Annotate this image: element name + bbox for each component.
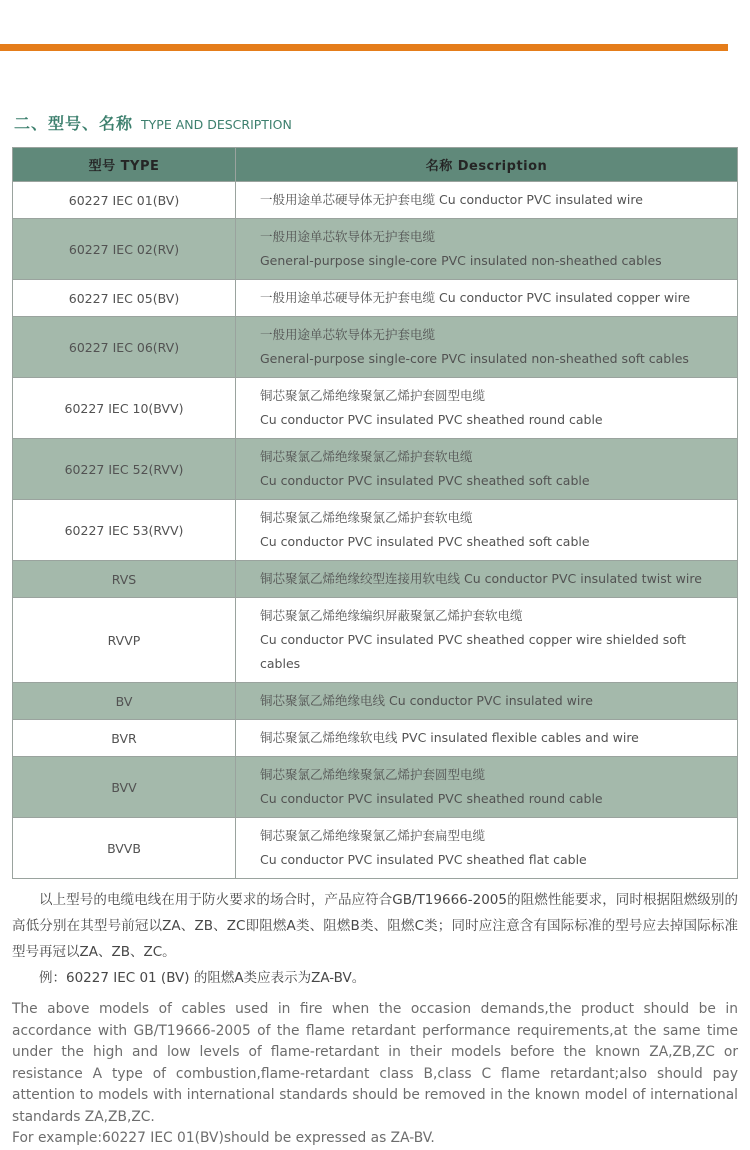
page-title: 二、型号、名称 — [14, 114, 134, 133]
description-cell — [236, 378, 738, 439]
type-description-table — [12, 147, 738, 879]
type-cell: 60227 IEC 53(RVV) — [13, 500, 236, 561]
type-cell: BVV — [13, 757, 236, 818]
description-cell — [236, 500, 738, 561]
table-header-row — [13, 148, 738, 182]
type-cell: RVVP — [13, 598, 236, 683]
description-cell — [236, 219, 738, 280]
table-row — [13, 317, 738, 378]
table-row — [13, 561, 738, 598]
desc-line: Cu conductor PVC insulated PVC sheathed round cable — [260, 791, 603, 806]
desc-line: 铜芯聚氯乙烯绝缘绞型连接用软电线 Cu conductor PVC insulated twist wire — [260, 571, 702, 586]
type-cell: 60227 IEC 52(RVV) — [13, 439, 236, 500]
type-cell: BVR — [13, 720, 236, 757]
top-accent-bar — [0, 44, 728, 51]
desc-line: 一般用途单芯硬导体无护套电缆 Cu conductor PVC insulated wire — [260, 192, 643, 207]
description-cell — [236, 280, 738, 317]
description-cell — [236, 720, 738, 757]
description-cell — [236, 683, 738, 720]
desc-line: Cu conductor PVC insulated PVC sheathed copper wire shielded soft cables — [260, 632, 686, 671]
table-header-type: 型号 TYPE — [13, 148, 236, 182]
desc-line: 铜芯聚氯乙烯绝缘聚氯乙烯护套圆型电缆 — [260, 767, 486, 782]
note-cn-example: 例：60227 IEC 01 (BV) 的阻燃A类应表示为ZA-BV。 — [39, 970, 366, 986]
desc-line: Cu conductor PVC insulated PVC sheathed soft cable — [260, 534, 590, 549]
type-cell: BV — [13, 683, 236, 720]
type-cell: RVS — [13, 561, 236, 598]
desc-line: General-purpose single-core PVC insulated non-sheathed cables — [260, 253, 662, 268]
table-row — [13, 182, 738, 219]
table-row — [13, 720, 738, 757]
notes-section — [12, 887, 738, 1150]
table-row — [13, 683, 738, 720]
desc-line: 铜芯聚氯乙烯绝缘聚氯乙烯护套软电缆 — [260, 510, 473, 525]
table-row — [13, 818, 738, 879]
note-en-example: For example:60227 IEC 01(BV)should be expressed as ZA-BV. — [12, 1130, 435, 1146]
description-cell — [236, 317, 738, 378]
type-cell: 60227 IEC 01(BV) — [13, 182, 236, 219]
page-title-en: TYPE AND DESCRIPTION — [141, 117, 292, 132]
type-cell: 60227 IEC 06(RV) — [13, 317, 236, 378]
desc-line: 铜芯聚氯乙烯绝缘软电线 PVC insulated flexible cables and wire — [260, 730, 639, 745]
type-cell: 60227 IEC 05(BV) — [13, 280, 236, 317]
type-cell: 60227 IEC 02(RV) — [13, 219, 236, 280]
note-cn: 以上型号的电缆电线在用于防火要求的场合时，产品应符合GB/T19666-2005的阻燃性能要求，同时根据阻燃级别的高低分别在其型号前冠以ZA、ZB、ZC即阻燃A类、阻燃B类、阻燃C类；同时应注意含有国际标准的型号应去掉国际标准型号再冠以ZA、ZB、ZC。 — [12, 892, 738, 960]
desc-line: 铜芯聚氯乙烯绝缘聚氯乙烯护套软电缆 — [260, 449, 473, 464]
type-cell: BVVB — [13, 818, 236, 879]
table-row — [13, 439, 738, 500]
desc-line: 一般用途单芯软导体无护套电缆 — [260, 327, 436, 342]
section-title — [14, 111, 738, 134]
desc-line: Cu conductor PVC insulated PVC sheathed round cable — [260, 412, 603, 427]
desc-line: Cu conductor PVC insulated PVC sheathed soft cable — [260, 473, 590, 488]
description-cell — [236, 818, 738, 879]
desc-line: 铜芯聚氯乙烯绝缘编织屏蔽聚氯乙烯护套软电缆 — [260, 608, 523, 623]
desc-line: 一般用途单芯硬导体无护套电缆 Cu conductor PVC insulated copper wire — [260, 290, 691, 305]
description-cell — [236, 598, 738, 683]
desc-line: 铜芯聚氯乙烯绝缘聚氯乙烯护套圆型电缆 — [260, 388, 486, 403]
description-cell — [236, 757, 738, 818]
table-row — [13, 378, 738, 439]
table-row — [13, 219, 738, 280]
description-cell — [236, 561, 738, 598]
description-cell — [236, 182, 738, 219]
description-cell — [236, 439, 738, 500]
note-en: The above models of cables used in fire when the occasion demands,the product should be in accordance with GB/T19666-2005 of the flame retardant performance requirements,at the same time under the high and low levels of flame-retardant in their models before the known ZA,ZB,ZC or resistance A type of combustion,flame-retardant class B,class C flame retardant;also should pay attention to models with international standards should be removed in the known model of international standards ZA,ZB,ZC. — [12, 1001, 738, 1125]
desc-line: 铜芯聚氯乙烯绝缘聚氯乙烯护套扁型电缆 — [260, 828, 486, 843]
table-row — [13, 280, 738, 317]
table-header-description: 名称 Description — [236, 148, 738, 182]
desc-line: Cu conductor PVC insulated PVC sheathed flat cable — [260, 852, 587, 867]
desc-line: General-purpose single-core PVC insulated non-sheathed soft cables — [260, 351, 689, 366]
desc-line: 一般用途单芯软导体无护套电缆 — [260, 229, 436, 244]
table-row — [13, 500, 738, 561]
type-cell: 60227 IEC 10(BVV) — [13, 378, 236, 439]
table-row — [13, 598, 738, 683]
desc-line: 铜芯聚氯乙烯绝缘电线 Cu conductor PVC insulated wire — [260, 693, 593, 708]
table-row — [13, 757, 738, 818]
